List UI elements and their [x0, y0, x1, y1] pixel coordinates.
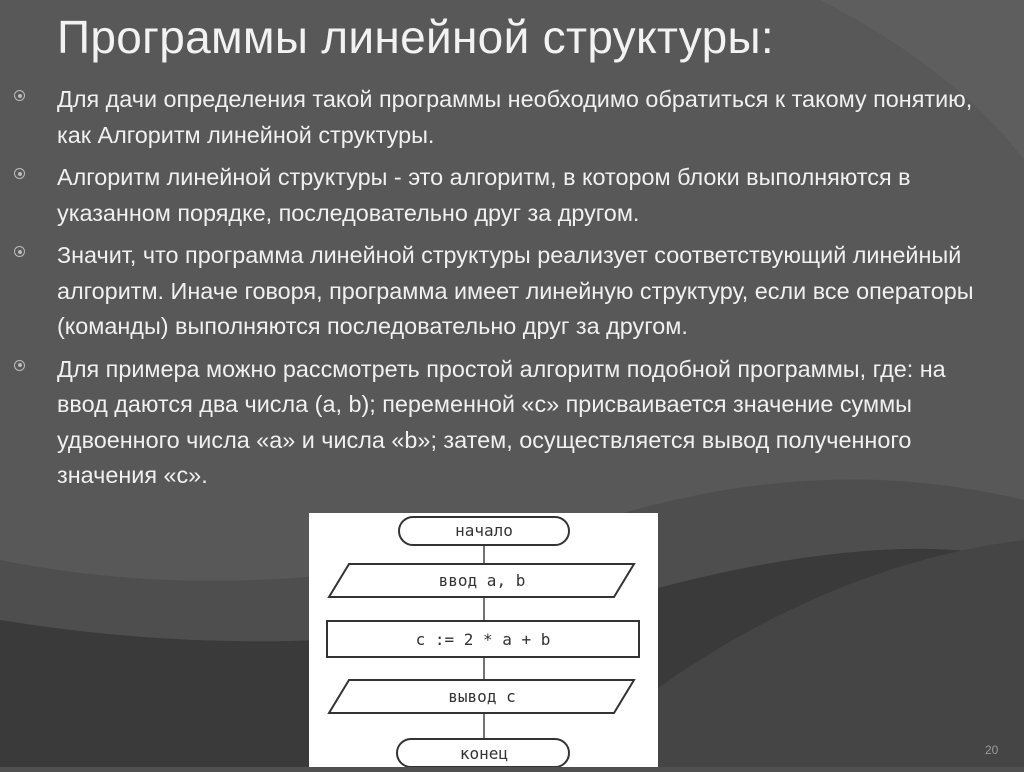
bullet-text: Значит, что программа линейной структуры реализует соответствующий линейный алгоритм. Иначе говоря, программа имеет линейную структуру, если все операторы (команды) выполняются последовательно друг за другом.: [57, 242, 974, 339]
flow-input-label: ввод a, b: [438, 571, 526, 590]
bullet-list: [14, 82, 989, 501]
bullet-text: Для дачи определения такой программы необходимо обратиться к такому понятию, как Алгоритм линейной структуры.: [57, 86, 973, 148]
bullet-circle-icon: [14, 168, 25, 179]
bullet-item: [14, 238, 989, 345]
flow-start-label: начало: [455, 521, 513, 540]
flow-output-label: вывод c: [448, 687, 516, 706]
flowchart-figure: [309, 513, 658, 767]
bullet-item: [14, 160, 989, 231]
bullet-text: Для примера можно рассмотреть простой алгоритм подобной программы, где: на ввод даются два числа (a, b); переменной «с» присваивается значение суммы удвоенного числа «а» и числа «b»; затем, осуществляется вывод полученного значения «с».: [57, 355, 946, 488]
bullet-circle-icon: [14, 90, 25, 101]
flow-process-label: c := 2 * a + b: [415, 630, 551, 649]
bullet-circle-icon: [14, 246, 25, 257]
bullet-text: Алгоритм линейной структуры - это алгоритм, в котором блоки выполняются в указанном порядке, последовательно друг за другом.: [57, 164, 911, 226]
bullet-item: [14, 352, 989, 494]
bullet-item: [14, 82, 989, 153]
flow-end-label: конец: [459, 744, 509, 763]
page-number: 20: [985, 743, 999, 757]
bullet-circle-icon: [14, 360, 25, 371]
flowchart-diagram: [309, 513, 658, 767]
slide-title: Программы линейной структуры:: [57, 11, 774, 63]
